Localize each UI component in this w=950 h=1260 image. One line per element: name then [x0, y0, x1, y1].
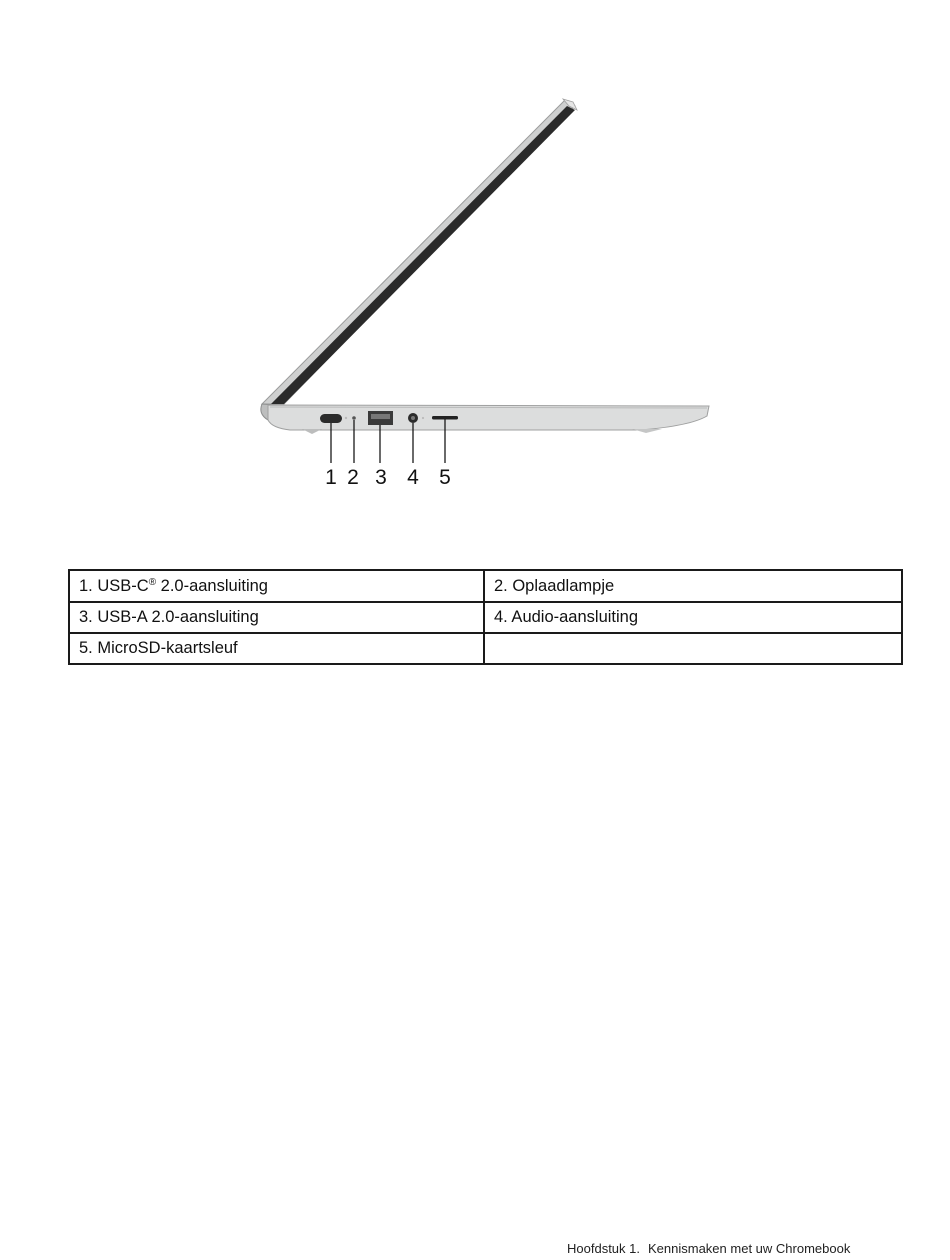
- ports-legend-table: [68, 569, 903, 665]
- footer-chapter: Hoofdstuk 1.: [567, 1241, 640, 1256]
- table-row: [69, 570, 902, 602]
- table-row: [69, 633, 902, 664]
- footer-chapter-title: Kennismaken met uw Chromebook: [648, 1241, 851, 1256]
- page-footer: [567, 1241, 850, 1256]
- table-cell-charging-light: 2. Oplaadlampje: [484, 570, 902, 602]
- charging-light-icon: [352, 416, 356, 420]
- callout-number-4: 4: [407, 466, 419, 489]
- table-cell-empty: [484, 633, 902, 664]
- laptop-lid: [262, 99, 577, 404]
- callout-number-5: 5: [439, 466, 451, 489]
- callout-number-1: 1: [325, 466, 337, 489]
- callout-number-3: 3: [375, 466, 387, 489]
- table-cell-usb-c-port: 1. USB-C® 2.0-aansluiting: [69, 570, 484, 602]
- table-cell-audio-jack: 4. Audio-aansluiting: [484, 602, 902, 633]
- callout-number-2: 2: [347, 466, 359, 489]
- laptop-side-view-illustration: [0, 0, 950, 520]
- table-cell-microsd-slot: 5. MicroSD-kaartsleuf: [69, 633, 484, 664]
- microsd-slot-icon: [432, 416, 458, 420]
- table-cell-usb-a-port: 3. USB-A 2.0-aansluiting: [69, 602, 484, 633]
- usb-a-port-icon: [368, 411, 393, 425]
- table-row: [69, 602, 902, 633]
